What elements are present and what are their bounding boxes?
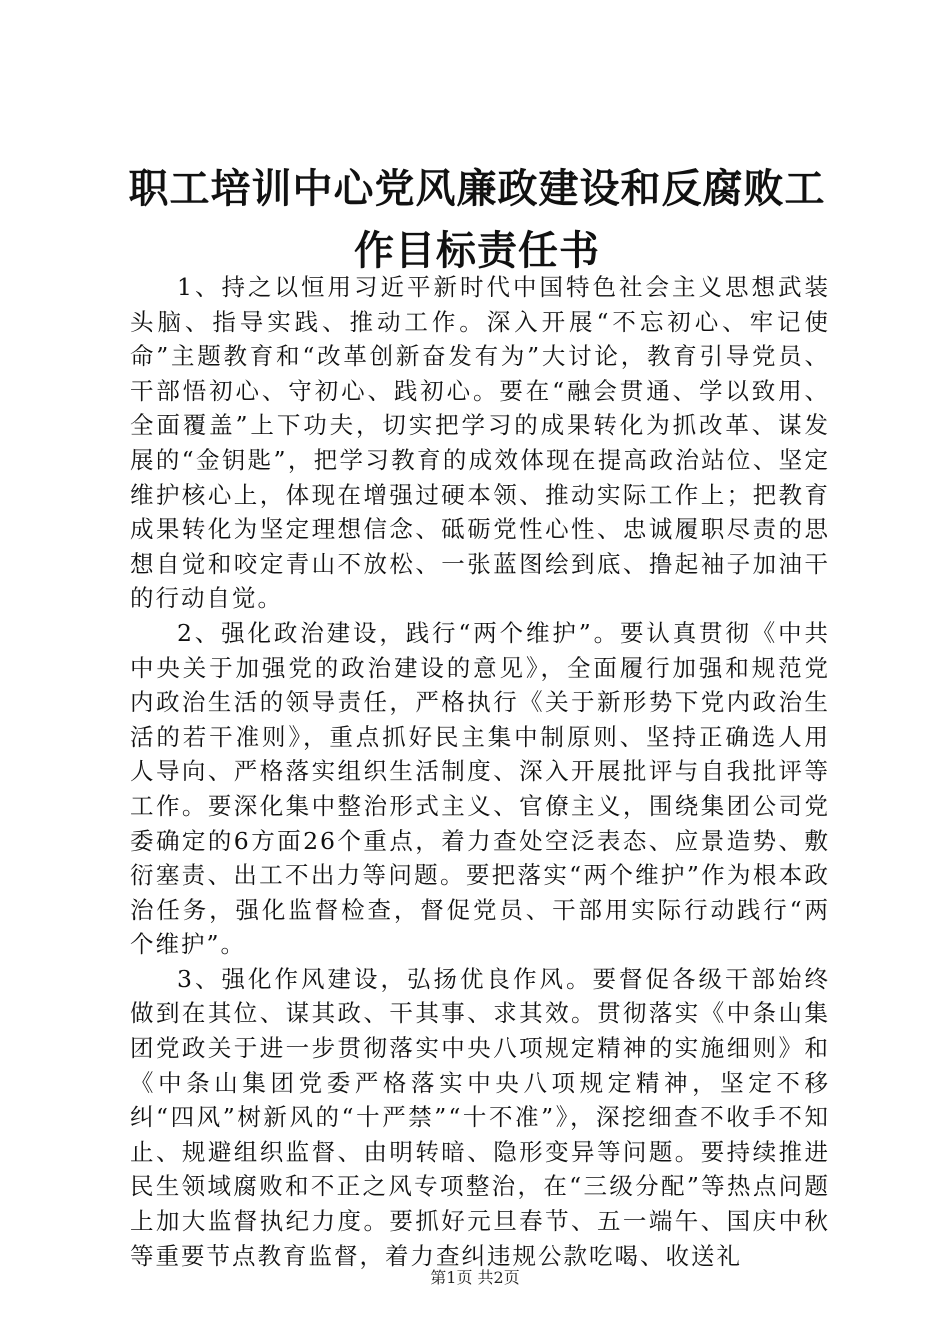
paragraph-3: 3、强化作风建设，弘扬优良作风。要督促各级干部始终做到在其位、谋其政、干其事、求其效。贯彻落实《中条山集团党政关于进一步贯彻落实中央八项规定精神的实施细则》和《中条山集团党委严格落实中央八项规定精神，坚定不移纠“四风”树新风的“十严禁”“十不准”》，深挖细查不收手不知止、规避组织监督、由明转暗、隐形变异等问题。要持续推进民生领域腐败和不正之风专项整治，在“三级分配”等热点问题上加大监督执纪力度。要抓好元旦春节、五一端午、国庆中秋等重要节点教育监督，着力查纠违规公款吃喝、收送礼: [130, 964, 830, 1270]
paragraph-1: 1、持之以恒用习近平新时代中国特色社会主义思想武装头脑、指导实践、推动工作。深入开展“不忘初心、牢记使命”主题教育和“改革创新奋发有为”大讨论，教育引导党员、干部悟初心、守初心、践初心。要在“融会贯通、学以致用、全面覆盖”上下功夫，切实把学习的成果转化为抓改革、谋发展的“金钥匙”，把学习教育的成效体现在提高政治站位、坚定维护核心上，体现在增强过硬本领、推动实际工作上；把教育成果转化为坚定理想信念、砥砺党性心性、忠诚履职尽责的思想自觉和咬定青山不放松、一张蓝图绘到底、撸起袖子加油干的行动自觉。: [130, 273, 830, 613]
paragraph-2: 2、强化政治建设，践行“两个维护”。要认真贯彻《中共中央关于加强党的政治建设的意见》，全面履行加强和规范党内政治生活的领导责任，严格执行《关于新形势下党内政治生活的若干准则》，重点抓好民主集中制原则、坚持正确选人用人导向、严格落实组织生活制度、深入开展批评与自我批评等工作。要深化集中整治形式主义、官僚主义，围绕集团公司党委确定的6方面26个重点，着力查处空泛表态、应景造势、敷衍塞责、出工不出力等问题。要把落实“两个维护”作为根本政治任务，强化监督检查，督促党员、干部用实际行动践行“两个维护”。: [130, 618, 830, 959]
document-title: 职工培训中心党风廉政建设和反腐败工作目标责任书: [128, 166, 826, 274]
page-number-footer: 第1页 共2页: [430, 1268, 520, 1287]
document-body: [130, 270, 830, 1273]
